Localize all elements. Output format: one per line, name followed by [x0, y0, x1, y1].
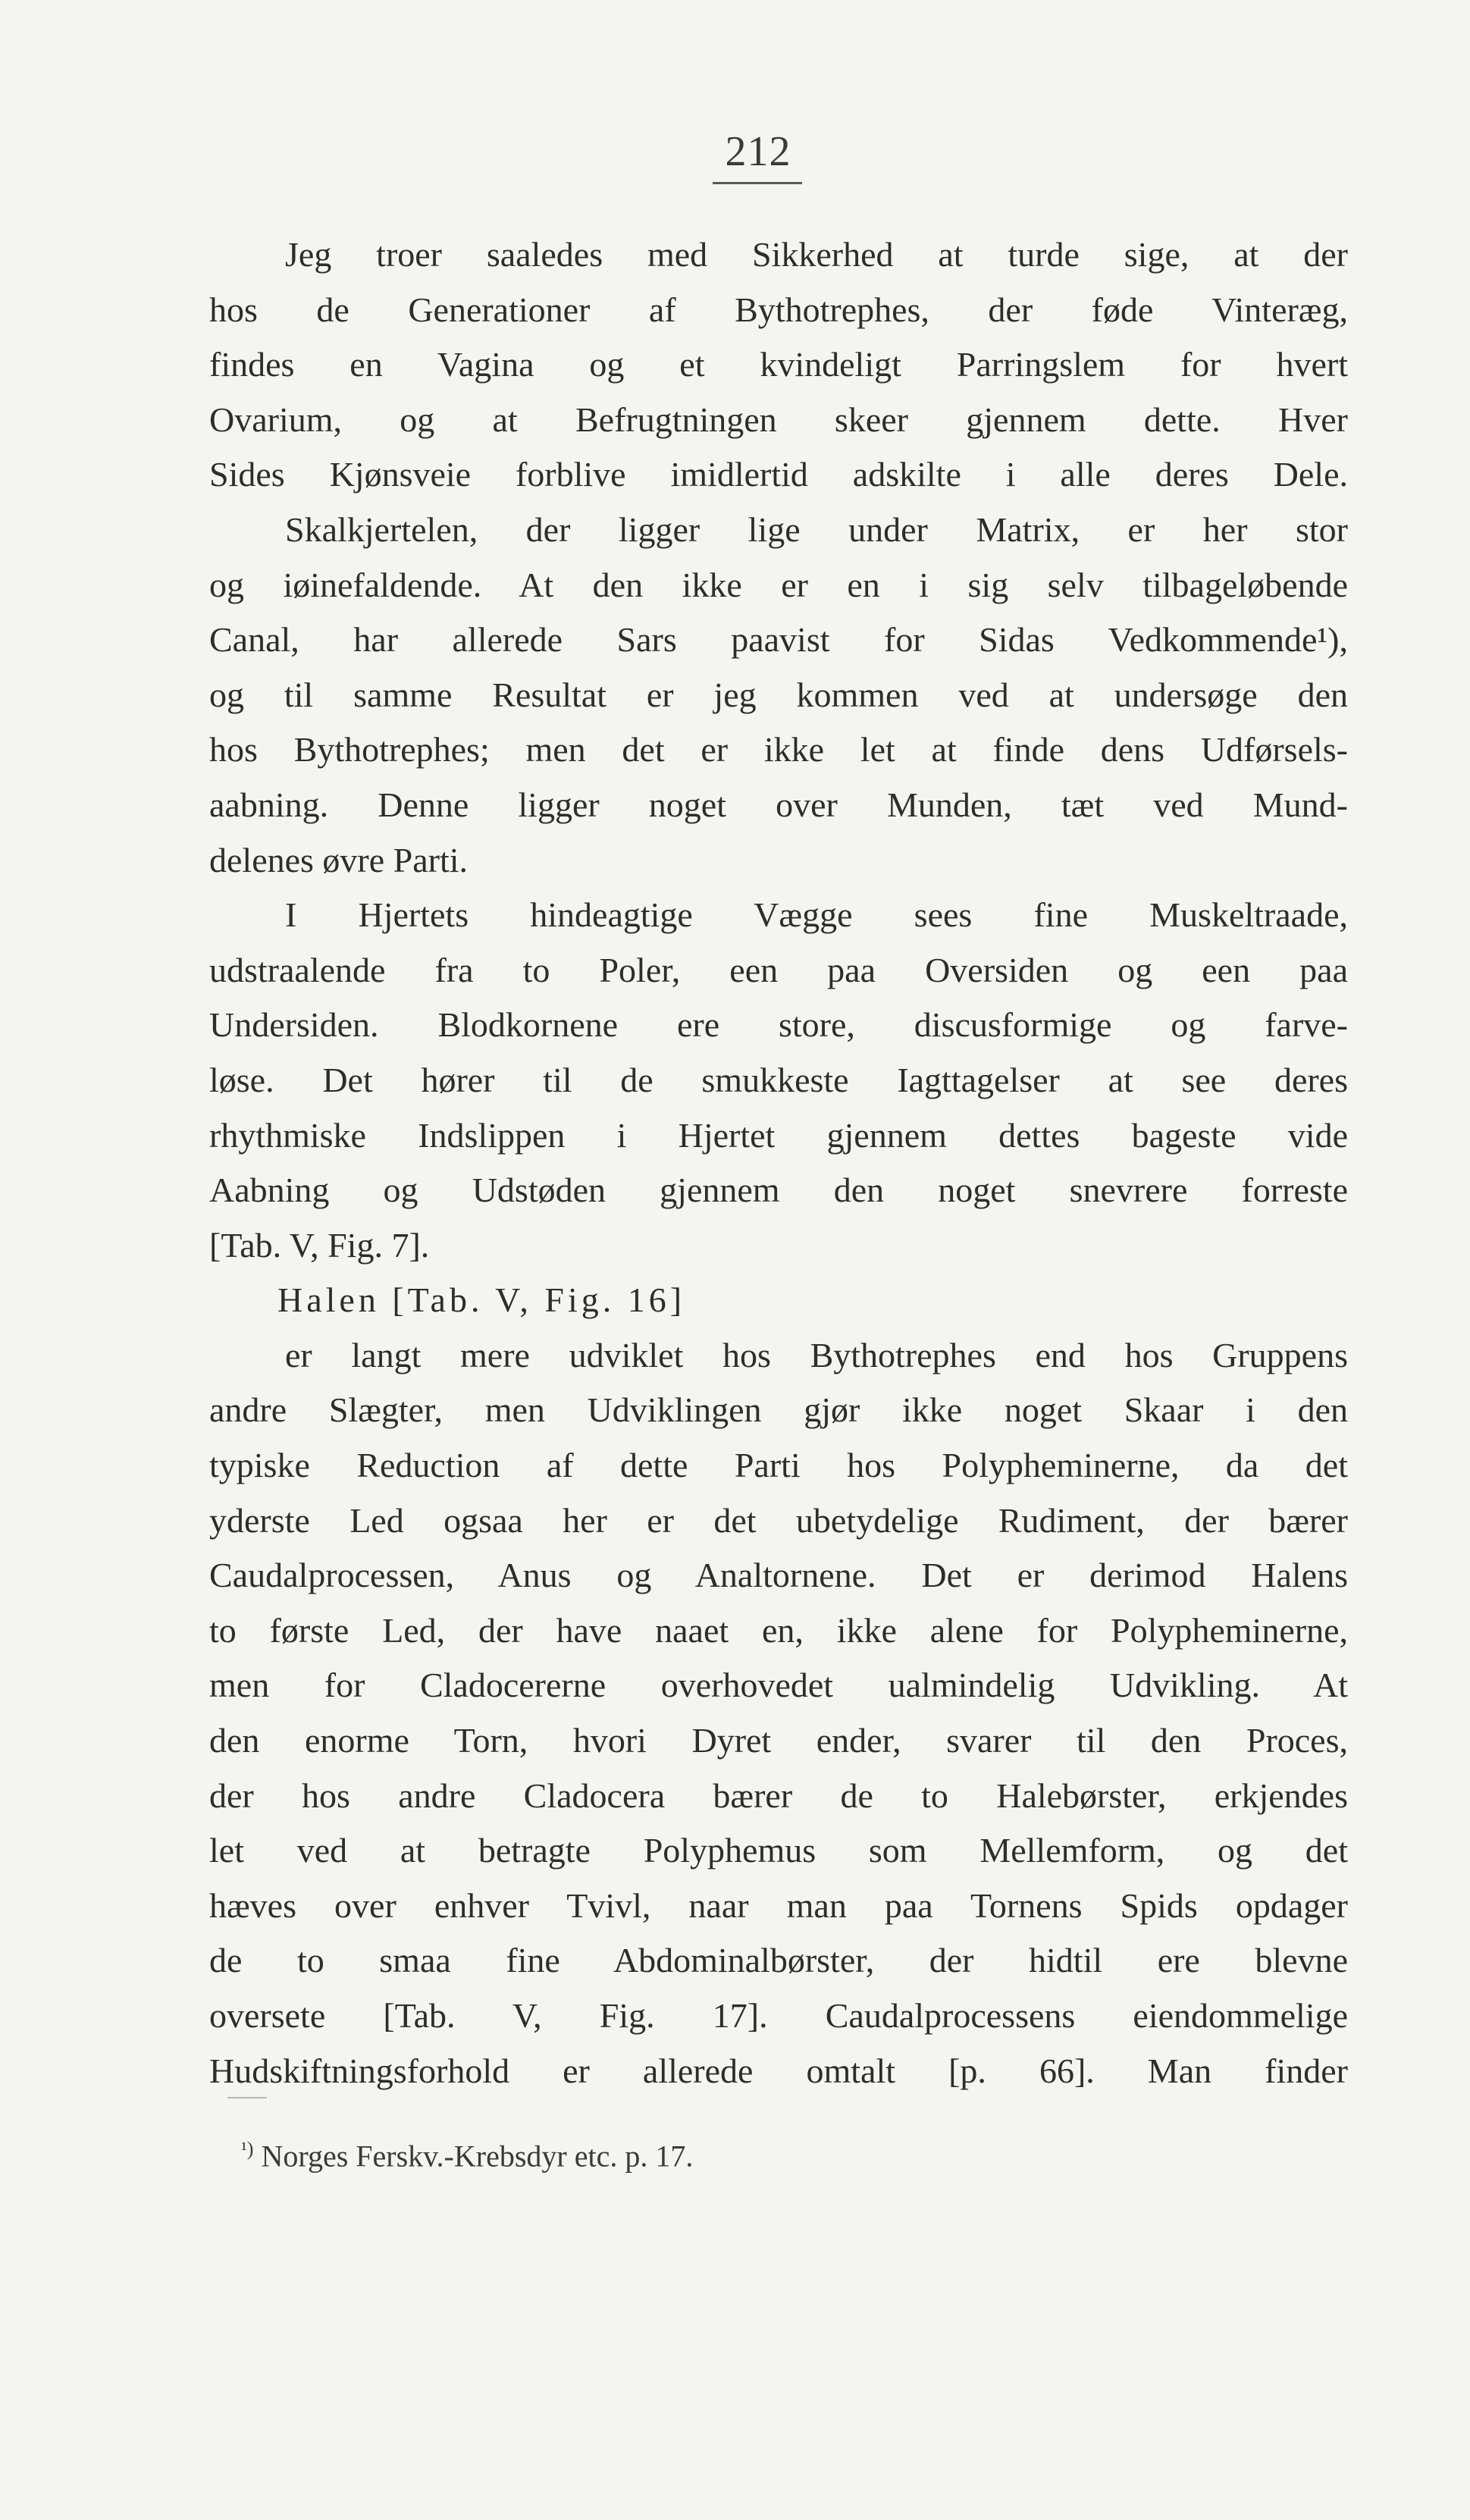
text-line: Undersiden. Blodkornene ere store, discusformige og farve-	[209, 1005, 1348, 1045]
text-line: yderste Led ogsaa her er det ubetydelige Rudiment, der bærer	[209, 1500, 1348, 1540]
text-line: to første Led, der have naaet en, ikke alene for Polypheminerne,	[209, 1610, 1348, 1650]
text-line: oversete [Tab. V, Fig. 17]. Caudalprocessens eiendommelige	[209, 1996, 1348, 2035]
text-line: løse. Det hører til de smukkeste Iagttagelser at see deres	[209, 1060, 1348, 1099]
text-line: er langt mere udviklet hos Bythotrephes end hos Gruppens	[285, 1335, 1348, 1374]
text-line: [Tab. V, Fig. 7].	[209, 1225, 430, 1265]
text-line: hos Bythotrephes; men det er ikke let at finde dens Udførsels-	[209, 730, 1348, 769]
text-line: Jeg troer saaledes med Sikkerhed at turde sige, at der	[285, 235, 1348, 274]
text-line: Sides Kjønsveie forblive imidlertid adskilte i alle deres Dele.	[209, 455, 1348, 494]
text-line: Skalkjertelen, der ligger lige under Matrix, er her stor	[285, 509, 1348, 549]
text-line: og iøinefaldende. At den ikke er en i sig selv tilbageløbende	[209, 565, 1348, 604]
text-line: Canal, har allerede Sars paavist for Sidas Vedkommende¹),	[209, 620, 1348, 660]
text-line: den enorme Torn, hvori Dyret ender, svarer til den Proces,	[209, 1721, 1348, 1760]
text-line: Ovarium, og at Befrugtningen skeer gjennem dette. Hver	[209, 400, 1348, 439]
text-line: Aabning og Udstøden gjennem den noget snevrere forreste	[209, 1171, 1348, 1210]
text-line: men for Cladocererne overhovedet ualmindelig Udvikling. At	[209, 1666, 1348, 1705]
text-line: hæves over enhver Tvivl, naar man paa Tornens Spids opdager	[209, 1885, 1348, 1925]
text-line: let ved at betragte Polyphemus som Mellemform, og det	[209, 1831, 1348, 1870]
footnote	[241, 2130, 693, 2175]
text-line: andre Slægter, men Udviklingen gjør ikke noget Skaar i den	[209, 1390, 1348, 1430]
text-line: aabning. Denne ligger noget over Munden, tæt ved Mund-	[209, 785, 1348, 824]
page-number: 212	[725, 128, 791, 175]
footnote-rule	[227, 2097, 267, 2098]
footnote-text: Norges Ferskv.-Krebsdyr etc. p. 17.	[261, 2139, 694, 2174]
text-line: de to smaa fine Abdominalbørster, der hidtil ere blevne	[209, 1941, 1348, 1980]
text-line: rhythmiske Indslippen i Hjertet gjennem dettes bageste vide	[209, 1115, 1348, 1155]
text-line: delenes øvre Parti.	[209, 840, 469, 879]
text-line: Hudskiftningsforhold er allerede omtalt [p. 66]. Man finder	[209, 2051, 1348, 2090]
text-line: Caudalprocessen, Anus og Analtornene. Det er derimod Halens	[209, 1556, 1348, 1595]
text-line: der hos andre Cladocera bærer de to Halebørster, erkjendes	[209, 1776, 1348, 1815]
text-line: I Hjertets hindeagtige Vægge sees fine Muskeltraade,	[285, 895, 1348, 935]
body-text	[209, 227, 1348, 2098]
text-line: udstraalende fra to Poler, een paa Oversiden og een paa	[209, 950, 1348, 989]
footnote-marker: ¹)	[241, 2138, 254, 2160]
section-heading: Halen [Tab. V, Fig. 16]	[277, 1280, 686, 1320]
text-line: og til samme Resultat er jeg kommen ved at undersøge den	[209, 675, 1348, 714]
text-line: findes en Vagina og et kvindeligt Parringslem for hvert	[209, 345, 1348, 384]
text-line: hos de Generationer af Bythotrephes, der føde Vinteræg,	[209, 290, 1348, 329]
text-line: typiske Reduction af dette Parti hos Polypheminerne, da det	[209, 1446, 1348, 1485]
page-number-rule	[713, 182, 802, 184]
